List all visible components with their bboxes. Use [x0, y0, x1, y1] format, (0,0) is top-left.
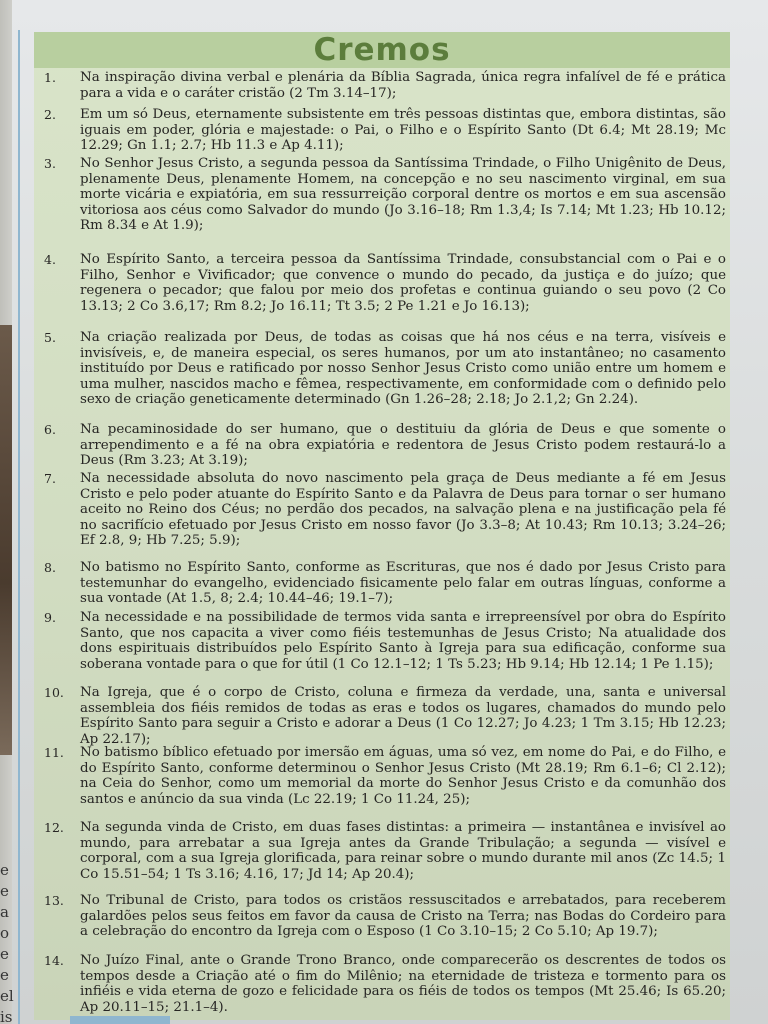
item-text: Na criação realizada por Deus, de todas as coisas que há nos céus e na terra, visíveis e invisíveis, e, de maneira especial, os seres humanos, por um ato instantâneo; no casamento instituído por Deus e ratificado por nosso Senhor Jesus Cristo como união entre um homem e uma mulher, nascidos macho e fêmea, respectivamente, em conformidade com o definido pelo sexo de criação geneticamente determinado (Gn 1.26–28; 2.18; Jo 2.1,2; Gn 2.24). — [80, 330, 726, 408]
item-text: Na Igreja, que é o corpo de Cristo, coluna e firmeza da verdade, una, santa e universal assembleia dos fiéis remidos de todas as eras e todos os lugares, chamados do mundo pelo Espírito Santo para seguir a Cristo e adorar a Deus (1 Co 12.27; Jo 4.23; 1 Tm 3.15; Hb 12.23; Ap 22.17); — [80, 685, 726, 747]
item-text: No batismo bíblico efetuado por imersão em águas, uma só vez, em nome do Pai, e do Filho, e do Espírito Santo, conforme determinou o Senhor Jesus Cristo (Mt 28.19; Rm 6.1–6; Cl 2.12); na Ceia do Senhor, como um memorial da morte do Senhor Jesus Cristo e da comunhão dos santos e anúncio da sua vinda (Lc 22.19; 1 Co 11.24, 25); — [80, 745, 726, 807]
item-number: 1. — [44, 70, 56, 85]
margin-letter: e — [0, 882, 9, 900]
item-text: Na inspiração divina verbal e plenária da Bíblia Sagrada, única regra infalível de fé e prática para a vida e o caráter cristão (2 Tm 3.14–17); — [80, 70, 726, 101]
item-text: Na segunda vinda de Cristo, em duas fases distintas: a primeira — instantânea e invisível ao mundo, para arrebatar a sua Igreja antes da Grande Tribulação; a segunda — visível e corporal, com a sua Igreja glorificada, para reinar sobre o mundo durante mil anos (Zc 14.5; 1 Co 15.51–54; 1 Ts 3.16; 4.16, 17; Jd 14; Ap 20.4); — [80, 820, 726, 882]
item-number: 10. — [44, 685, 64, 700]
margin-letter: o — [0, 924, 10, 942]
item-number: 4. — [44, 252, 56, 267]
item-number: 2. — [44, 107, 56, 122]
item-number: 7. — [44, 471, 56, 486]
item-text: No batismo no Espírito Santo, conforme as Escrituras, que nos é dado por Jesus Cristo para testemunhar do evangelho, evidenciado fisicamente pelo falar em outras línguas, conforme a sua vontade (At 1.5, 8; 2.4; 10.44–46; 19.1–7); — [80, 560, 726, 607]
margin-letter: a — [0, 903, 9, 921]
margin-letter: el — [0, 987, 14, 1005]
item-number: 11. — [44, 745, 64, 760]
item-number: 5. — [44, 330, 56, 345]
footer-accent-bar — [70, 1016, 170, 1024]
item-number: 12. — [44, 820, 64, 835]
item-text: No Espírito Santo, a terceira pessoa da Santíssima Trindade, consubstancial com o Pai e o Filho, Senhor e Vivificador; que convence o mundo do pecado, da justiça e do juízo; que regenera o pecador; que falou por meio dos profetas e continua guiando o seu povo (2 Co 13.13; 2 Co 3.6,17; Rm 8.2; Jo 16.11; Tt 3.5; 2 Pe 1.21 e Jo 16.13); — [80, 252, 726, 314]
item-text: No Senhor Jesus Cristo, a segunda pessoa da Santíssima Trindade, o Filho Unigênito de Deus, plenamente Deus, plenamente Homem, na concepção e no seu nascimento virginal, em sua morte vicária e expiatória, em sua ressurreição corporal dentre os mortos e em sua ascensão vitoriosa aos céus como Salvador do mundo (Jo 3.16–18; Rm 1.3,4; Is 7.14; Mt 1.23; Hb 10.12; Rm 8.34 e At 1.9); — [80, 156, 726, 234]
margin-letter: e — [0, 945, 9, 963]
item-number: 14. — [44, 953, 64, 968]
page-title: Cremos — [313, 32, 451, 68]
margin-letter: e — [0, 861, 9, 879]
item-text: Na necessidade e na possibilidade de termos vida santa e irrepreensível por obra do Espírito Santo, que nos capacita a viver como fiéis testemunhas de Jesus Cristo; Na atualidade dos dons espirituais distribuídos pelo Espírito Santo à Igreja para sua edificação, conforme sua soberana vontade para o que for útil (1 Co 12.1–12; 1 Ts 5.23; Hb 9.14; Hb 12.14; 1 Pe 1.15); — [80, 610, 726, 672]
item-text: No Tribunal de Cristo, para todos os cristãos ressuscitados e arrebatados, para receberem galardões pelos seus feitos em favor da causa de Cristo na Terra; nas Bodas do Cordeiro para a celebração do encontro da Igreja com o Esposo (1 Co 3.10–15; 2 Co 5.10; Ap 19.7); — [80, 893, 726, 940]
item-number: 8. — [44, 560, 56, 575]
item-number: 9. — [44, 610, 56, 625]
item-text: Na pecaminosidade do ser humano, que o destituiu da glória de Deus e que somente o arrependimento e a fé na obra expiatória e redentora de Jesus Cristo podem restaurá-lo a Deus (Rm 3.23; At 3.19); — [80, 422, 726, 469]
margin-letter: is — [0, 1008, 13, 1024]
margin-letter: e — [0, 966, 9, 984]
margin-rule — [18, 30, 20, 1024]
item-number: 6. — [44, 422, 56, 437]
creed-box — [34, 32, 730, 1020]
item-number: 13. — [44, 893, 64, 908]
item-text: Em um só Deus, eternamente subsistente em três pessoas distintas que, embora distintas, são iguais em poder, glória e majestade: o Pai, o Filho e o Espírito Santo (Dt 6.4; Mt 28.19; Mc 12.29; Gn 1.1; 2.7; Hb 11.3 e Ap 4.11); — [80, 107, 726, 154]
adjacent-page-margin-text — [0, 860, 18, 1024]
item-text: Na necessidade absoluta do novo nascimento pela graça de Deus mediante a fé em Jesus Cristo e pelo poder atuante do Espírito Santo e da Palavra de Deus para tornar o ser humano aceito no Reino dos Céus; no perdão dos pecados, na salvação plena e na justificação pela fé no sacrifício efetuado por Jesus Cristo em nosso favor (Jo 3.3–8; At 10.43; Rm 10.13; 3.24–26; Ef 2.8, 9; Hb 7.25; 5.9); — [80, 471, 726, 549]
item-text: No Juízo Final, ante o Grande Trono Branco, onde comparecerão os descrentes de todos os tempos desde a Criação até o fim do Milênio; na eternidade de tristeza e tormento para os infiéis e vida eterna de gozo e felicidade para os fiéis de todos os tempos (Mt 25.46; Is 65.20; Ap 20.11–15; 21.1–4). — [80, 953, 726, 1015]
item-number: 3. — [44, 156, 56, 171]
